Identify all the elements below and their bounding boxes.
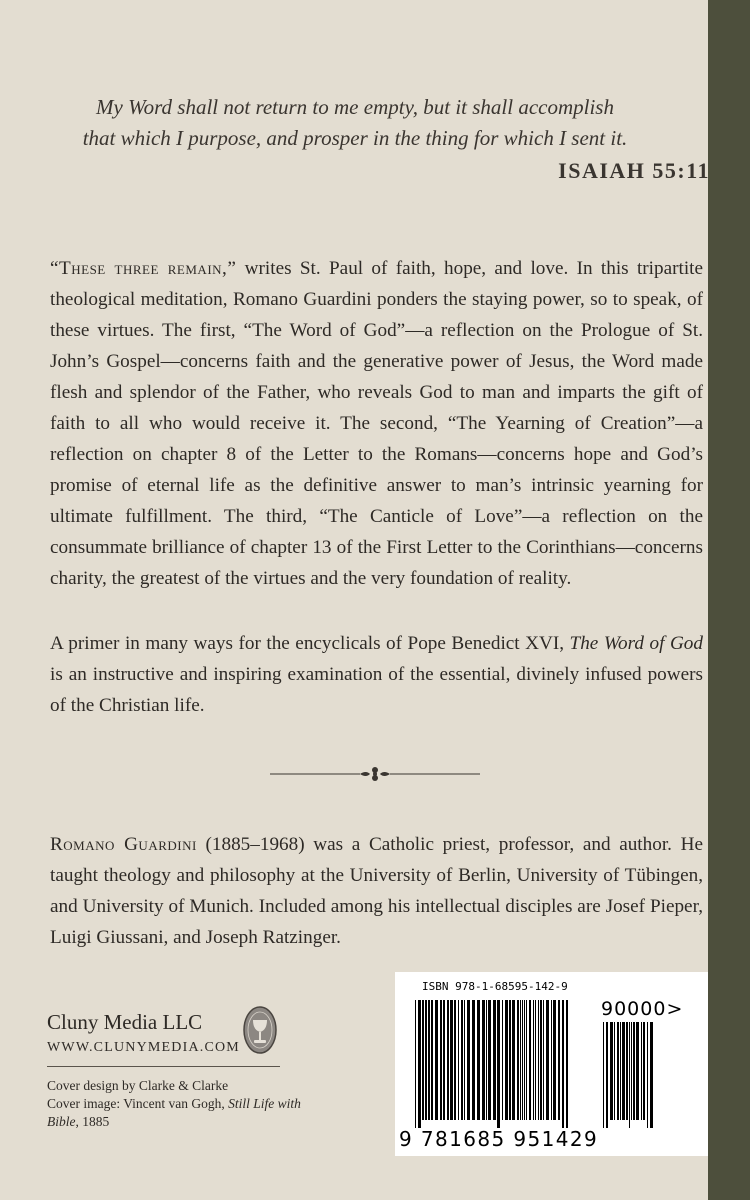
description-p2-after: is an instructive and inspiring examination of the essential, divinely infused powers of the Christian life. [50, 664, 703, 716]
cover-image-credit-year: , 1885 [75, 1114, 110, 1129]
price-code: 90000> [601, 998, 684, 1020]
author-bio-text: (1885–1968) was a Catholic priest, professor, and author. He taught theology and philosophy at the University of Berlin, University of Tübingen, and University of Munich. Included among his intellectual disciples are Josef Pieper, Luigi Giussani, and Joseph Ratzinger. [50, 834, 703, 948]
description-paragraph-2 [50, 628, 703, 721]
epigraph-quote [60, 92, 650, 154]
epigraph-citation: ISAIAH 55:11 [558, 158, 710, 183]
fleuron-divider-icon [270, 764, 480, 784]
epigraph-line-1: My Word shall not return to me empty, but it shall accomplish [96, 95, 614, 119]
price-barcode [603, 1022, 673, 1140]
cover-image-title: Still Life with Bible [47, 1096, 301, 1129]
isbn-barcode [415, 1000, 593, 1128]
epigraph-line-2: that which I purpose, and prosper in the thing for which I sent it. [82, 126, 628, 150]
description-p2-before: A primer in many ways for the encyclicals of Pope Benedict XVI, [50, 633, 570, 654]
author-name: Romano Guardini [50, 834, 197, 855]
description-paragraph-1 [50, 253, 703, 594]
book-title-italic: The Word of God [569, 633, 703, 654]
author-bio [50, 829, 703, 953]
publisher-seal-icon [243, 1006, 277, 1054]
cover-credits [47, 1077, 307, 1131]
description-body-1: writes St. Paul of faith, hope, and love. In this tripartite theological meditation, Romano Guardini ponders the staying power, so to speak, of these virtues. The first, “The Word of God”—a reflection on the Prologue of St. John’s Gospel—concerns faith and the generative power of Jesus, the Word made flesh and splendor of the Father, who reveals God to man and imparts the gift of faith to all who would receive it. The second, “The Yearning of Creation”—a reflection on chapter 8 of the Letter to the Romans—concerns hope and God’s promise of eternal life as the definitive answer to man’s intrinsic yearning for ultimate fulfillment. The third, “The Canticle of Love”—a reflection on the consummate brilliance of chapter 13 of the First Letter to the Corinthians—concerns charity, the greatest of the virtues and the very foundation of reality. [50, 258, 704, 589]
publisher-url: WWW.CLUNYMEDIA.COM [47, 1040, 240, 1055]
spine-stripe [708, 0, 750, 1200]
barcode-panel [395, 972, 708, 1156]
publisher-name: Cluny Media LLC [47, 1010, 203, 1034]
cover-design-credit: Cover design by Clarke & Clarke [47, 1078, 229, 1093]
description-lead-phrase: “These three remain,” [50, 258, 237, 279]
publisher-divider [47, 1066, 280, 1067]
cover-image-credit-prefix: Cover image: Vincent van Gogh, [47, 1096, 229, 1111]
isbn-label: ISBN 978-1-68595-142-9 [422, 980, 568, 993]
barcode-digits: 9 781685 951429 [399, 1127, 599, 1151]
